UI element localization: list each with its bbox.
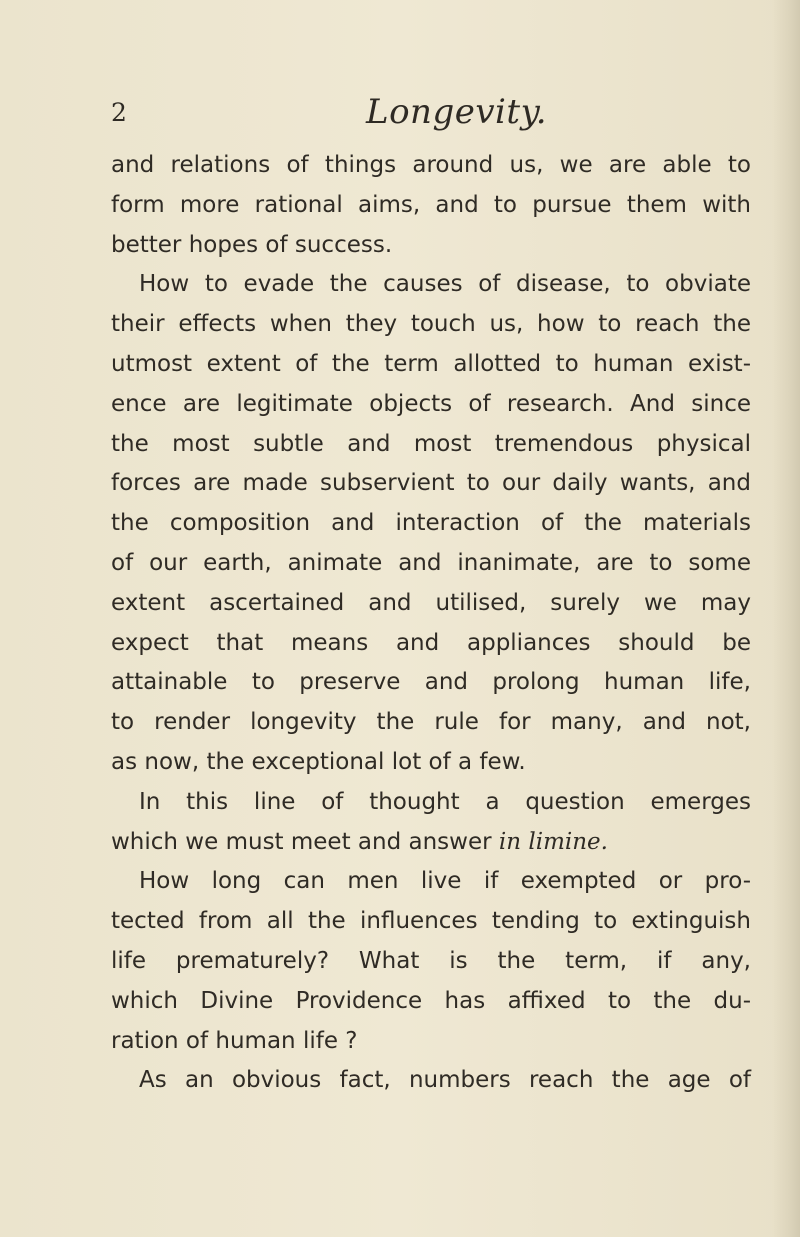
page-number: 2 <box>111 98 127 127</box>
text-line: How to evade the causes of disease, to obviate <box>139 271 751 298</box>
text-line-with-italic <box>111 823 751 863</box>
text-line: As an obvious fact, numbers reach the age of <box>139 1067 751 1094</box>
running-head: Longevity. <box>366 92 548 132</box>
text-line: better hopes of success. <box>111 231 393 258</box>
text-line-start: which we must meet and answer <box>111 828 499 855</box>
text-line: ration of human life ? <box>111 1027 358 1054</box>
text-line: How long can men live if exempted or pro- <box>139 868 751 895</box>
italic-phrase: in limine. <box>498 828 608 855</box>
text-line: In this line of thought a question emerges <box>139 788 751 815</box>
text-line: their effects when they touch us, how to reach the <box>111 311 751 338</box>
text-line: life prematurely? What is the term, if any, <box>111 947 751 974</box>
text-line: as now, the exceptional lot of a few. <box>111 748 526 775</box>
text-line: the most subtle and most tremendous physical <box>111 430 751 457</box>
text-line: of our earth, animate and inanimate, are to some <box>111 549 751 576</box>
text-line: to render longevity the rule for many, and not, <box>111 709 751 736</box>
text-line: which Divine Providence has affixed to the du- <box>111 987 751 1014</box>
text-line: and relations of things around us, we are able to <box>111 152 751 178</box>
text-line: form more rational aims, and to pursue them with <box>111 191 751 218</box>
text-line: tected from all the influences tending to extinguish <box>111 908 751 935</box>
text-line: utmost extent of the term allotted to human exist- <box>111 350 751 377</box>
text-line: attainable to preserve and prolong human life, <box>111 669 751 696</box>
text-line: expect that means and appliances should be <box>111 629 751 656</box>
page-header <box>111 92 751 138</box>
text-line: extent ascertained and utilised, surely we may <box>111 589 751 616</box>
text-line: the composition and interaction of the materials <box>111 510 751 537</box>
page-edge-shadow <box>772 0 800 1237</box>
body-text <box>111 146 751 1101</box>
text-line: ence are legitimate objects of research. And since <box>111 390 751 417</box>
text-line: forces are made subservient to our daily wants, and <box>111 470 751 497</box>
